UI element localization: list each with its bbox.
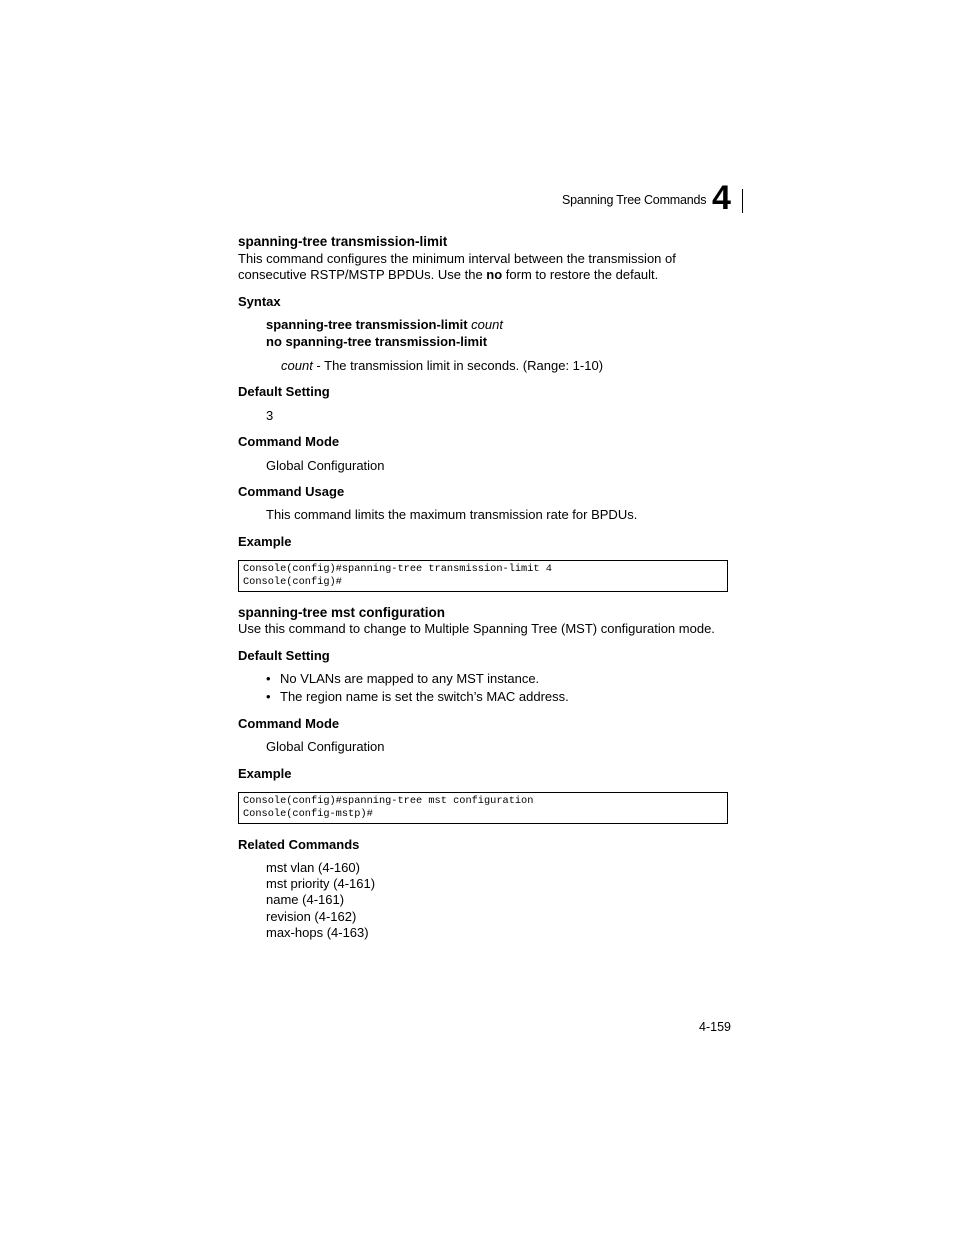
syntax-heading: Syntax: [238, 294, 281, 309]
example-code-box: [238, 792, 728, 824]
description-line-1: This command configures the minimum interval between the transmission of: [238, 251, 676, 266]
mst-description: Use this command to change to Multiple Spanning Tree (MST) configuration mode.: [238, 621, 715, 636]
default-value: 3: [266, 408, 274, 423]
default-bullet: • No VLANs are mapped to any MST instance.: [266, 671, 540, 686]
code-line: Console(config)#: [243, 575, 342, 588]
command-title-transmission-limit: spanning-tree transmission-limit: [238, 234, 448, 249]
related-command: revision (4-162): [266, 909, 357, 924]
chapter-divider: [742, 189, 743, 213]
description-line-2: consecutive RSTP/MSTP BPDUs. Use the no form to restore the default.: [238, 267, 659, 282]
running-header: Spanning Tree Commands: [562, 193, 707, 207]
default-setting-heading: Default Setting: [238, 648, 330, 663]
example-code-box: [238, 560, 728, 592]
related-command: name (4-161): [266, 892, 345, 907]
code-line: Console(config)#spanning-tree mst configuration: [243, 795, 534, 807]
command-mode-value: Global Configuration: [266, 458, 385, 473]
command-mode-heading: Command Mode: [238, 434, 340, 449]
command-usage-heading: Command Usage: [238, 484, 345, 499]
default-bullet: • The region name is set the switch’s MAC address.: [266, 689, 569, 704]
syntax-line-2: no spanning-tree transmission-limit: [266, 334, 488, 349]
example-heading: Example: [238, 766, 292, 781]
syntax-line-1: spanning-tree transmission-limit count: [266, 317, 503, 332]
example-heading: Example: [238, 534, 292, 549]
page-number: 4-159: [699, 1020, 731, 1034]
command-usage-text: This command limits the maximum transmission rate for BPDUs.: [266, 507, 638, 522]
command-title-mst-configuration: spanning-tree mst configuration: [238, 605, 446, 620]
command-mode-value: Global Configuration: [266, 739, 385, 754]
related-command: mst vlan (4-160): [266, 860, 360, 875]
command-mode-heading: Command Mode: [238, 716, 340, 731]
related-command: mst priority (4-161): [266, 876, 376, 891]
parameter-description: count - The transmission limit in seconds. (Range: 1-10): [281, 358, 604, 373]
default-setting-heading: Default Setting: [238, 384, 330, 399]
chapter-number: 4: [712, 179, 731, 217]
code-line: Console(config)#spanning-tree transmission-limit 4: [243, 563, 552, 575]
related-commands-heading: Related Commands: [238, 837, 360, 852]
code-line: Console(config-mstp)#: [243, 807, 373, 820]
related-command: max-hops (4-163): [266, 925, 369, 940]
